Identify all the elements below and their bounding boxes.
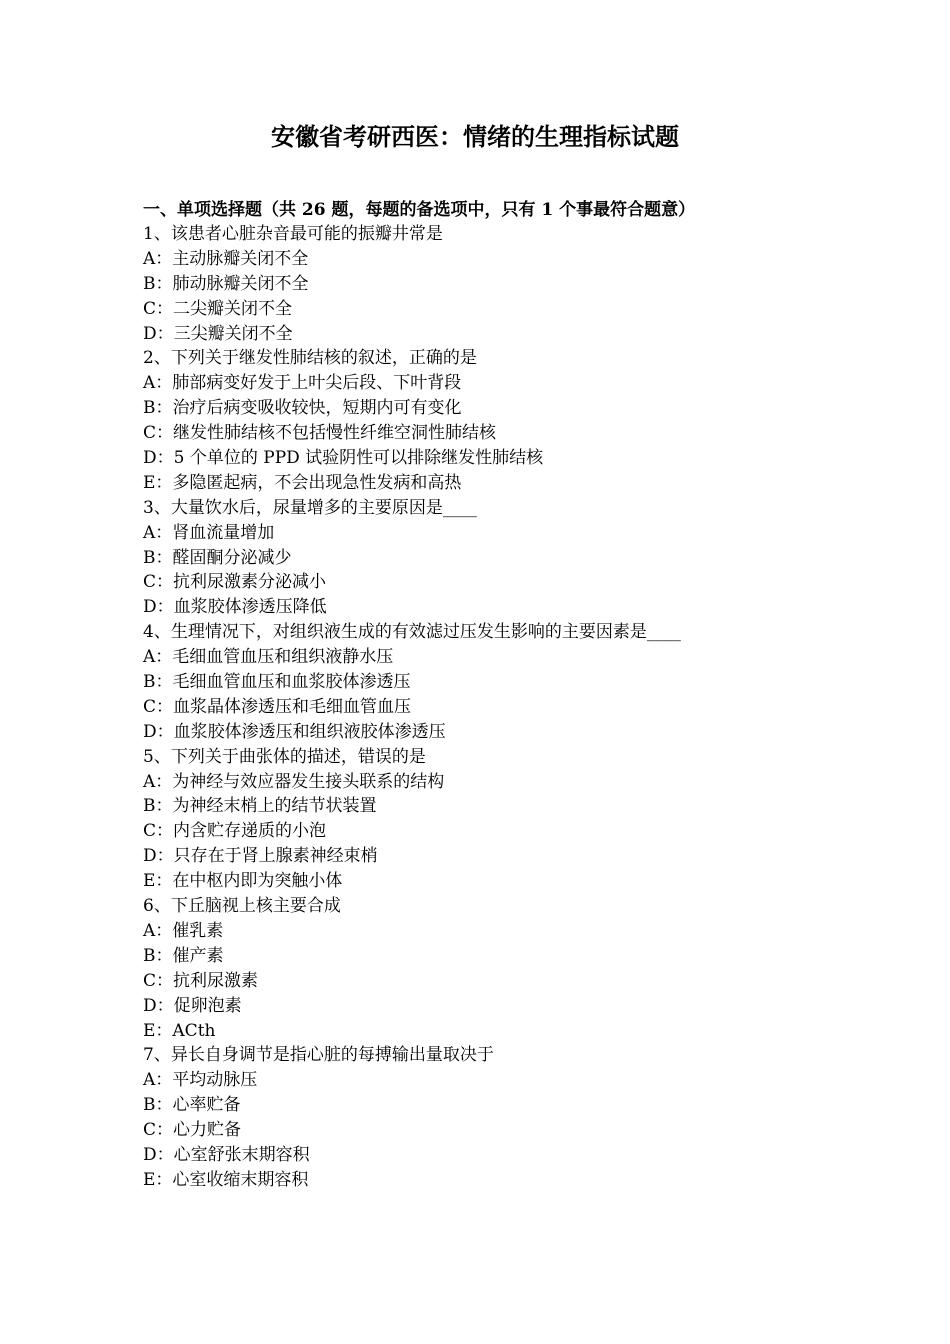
answer-option: D：血浆胶体渗透压降低 [143,597,327,618]
question-block [143,496,923,620]
section-heading: 一、单项选择题（共 26 题，每题的备选项中，只有 1 个事最符合题意） [143,200,696,220]
question-block [143,745,923,894]
answer-option: C：抗利尿激素 [143,970,259,991]
answer-option: B：催产素 [143,945,224,966]
question-stem: 6、下丘脑视上核主要合成 [143,896,341,917]
answer-option: D：促卵泡素 [143,995,242,1016]
answer-option: B：肺动脉瓣关闭不全 [143,273,309,294]
answer-option: B：醛固酮分泌减少 [143,547,292,568]
answer-option: A：肺部病变好发于上叶尖后段、下叶背段 [143,373,462,394]
question-block [143,1043,923,1192]
answer-option: D：血浆胶体渗透压和组织液胶体渗透压 [143,721,446,742]
question-stem: 4、生理情况下，对组织液生成的有效滤过压发生影响的主要因素是____ [143,622,681,643]
answer-option: A：为神经与效应器发生接头联系的结构 [143,771,445,792]
answer-option: C：二尖瓣关闭不全 [143,298,293,319]
answer-option: E：心室收缩末期容积 [143,1169,309,1190]
answer-option: A：平均动脉压 [143,1070,258,1091]
answer-option: B：心率贮备 [143,1095,241,1116]
answer-option: A：毛细血管血压和组织液静水压 [143,647,394,668]
answer-option: C：抗利尿激素分泌减小 [143,572,327,593]
question-stem: 5、下列关于曲张体的描述，错误的是 [143,746,426,767]
answer-option: E：ACth [143,1020,216,1041]
answer-option: C：继发性肺结核不包括慢性纤维空洞性肺结核 [143,423,497,444]
answer-option: D：5 个单位的 PPD 试验阴性可以排除继发性肺结核 [143,448,544,469]
answer-option: B：治疗后病变吸收较快，短期内可有变化 [143,398,462,419]
question-block [143,222,923,346]
answer-option: A：肾血流量增加 [143,522,275,543]
answer-option: D：心室舒张末期容积 [143,1144,310,1165]
answer-option: C：心力贮备 [143,1120,242,1141]
question-stem: 1、该患者心脏杂音最可能的振瓣井常是 [143,224,443,244]
answer-option: C：内含贮存递质的小泡 [143,821,327,842]
question-stem: 7、异长自身调节是指心脏的每搏输出量取决于 [143,1045,494,1066]
question-block [143,346,923,495]
question-stem: 3、大量饮水后，尿量增多的主要原因是____ [143,497,477,518]
answer-option: A：主动脉瓣关闭不全 [143,248,309,269]
answer-option: A：催乳素 [143,920,224,941]
answer-option: E：多隐匿起病，不会出现急性发病和高热 [143,472,462,493]
answer-option: B：为神经末梢上的结节状装置 [143,796,377,817]
answer-option: E：在中枢内即为突触小体 [143,871,343,892]
answer-option: C：血浆晶体渗透压和毛细血管血压 [143,696,412,717]
question-block [143,894,923,1043]
document-title: 安徽省考研西医：情绪的生理指标试题 [271,122,679,151]
answer-option: D：只存在于肾上腺素神经束梢 [143,846,378,867]
answer-option: D：三尖瓣关闭不全 [143,323,293,344]
answer-option: B：毛细血管血压和血浆胶体渗透压 [143,672,411,693]
question-stem: 2、下列关于继发性肺结核的叙述，正确的是 [143,348,477,369]
question-block [143,620,923,744]
question-list [143,222,923,1193]
